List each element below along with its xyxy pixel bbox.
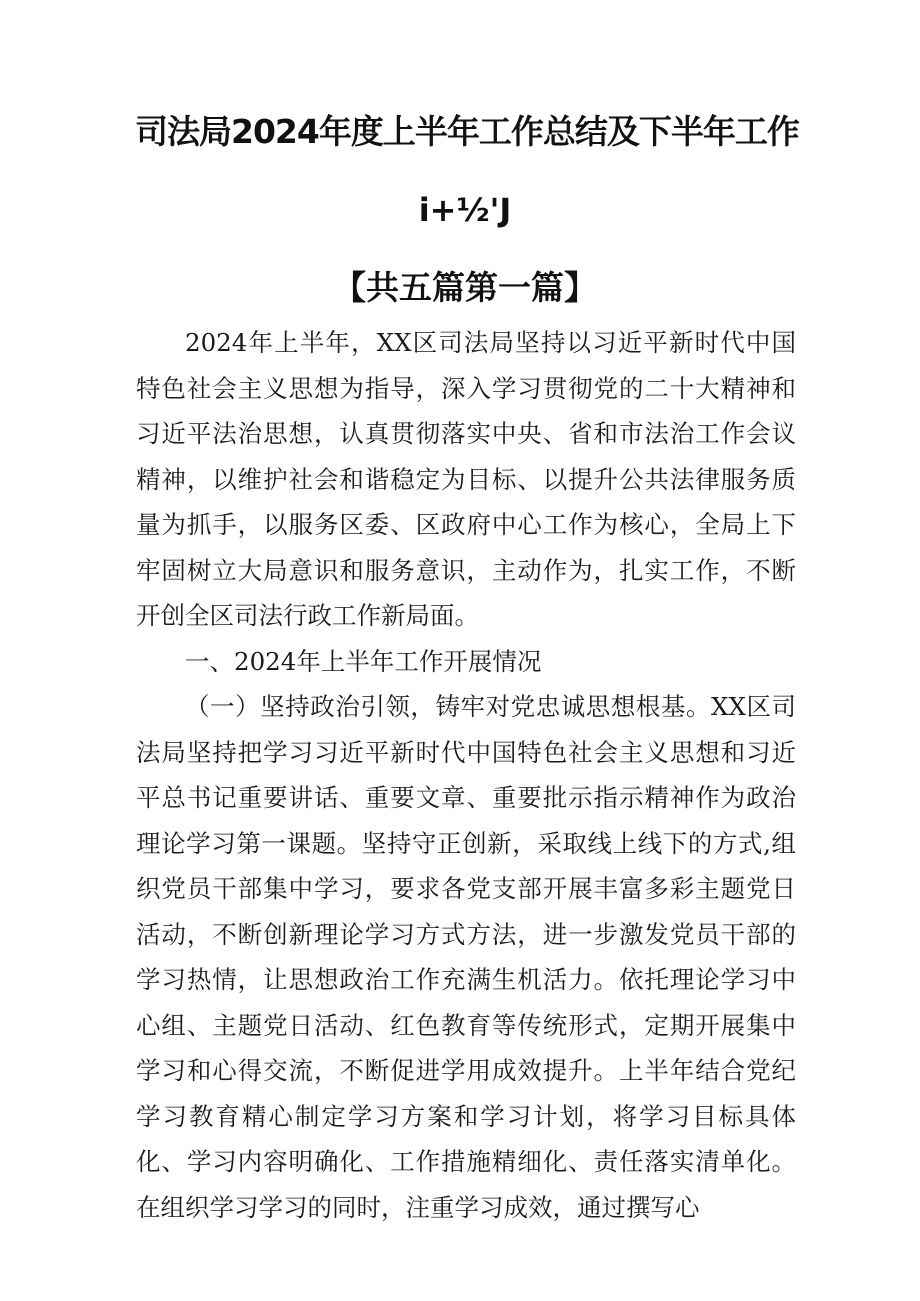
section-paragraph: （一）坚持政治引领，铸牢对党忠诚思想根基。XX区司法局坚持把学习习近平新时代中国特色社会主义思想和习近平总书记重要讲话、重要文章、重要批示指示精神作为政治理论学习第一课题。坚持守正创新，采取线上线下的方式,组织党员干部集中学习，要求各党支部开展丰富多彩主题党日活动，不断创新理论学习方式方法，进一步激发党员干部的学习热情，让思想政治工作充满生机活力。依托理论学习中心组、主题党日活动、红色教育等传统形式，定期开展集中学习和心得交流，不断促进学用成效提升。上半年结合党纪学习教育精心制定学习方案和学习计划，将学习目标具体化、学习内容明确化、工作措施精细化、责任落实清单化。在组织学习学习的同时，注重学习成效，通过撰写心 [136, 692, 796, 1222]
document-title-continuation: i+½'J [418, 191, 512, 229]
document-body [136, 320, 796, 1230]
section-heading: 一、2024年上半年工作开展情况 [185, 646, 542, 676]
document-title: 司法局2024年度上半年工作总结及下半年工作 [135, 112, 799, 151]
intro-paragraph: 2024年上半年，XX区司法局坚持以习近平新时代中国特色社会主义思想为指导，深入学习贯彻党的二十大精神和习近平法治思想，认真贯彻落实中央、省和市法治工作会议精神，以维护社会和谐稳定为目标、以提升公共法律服务质量为抓手，以服务区委、区政府中心工作为核心，全局上下牢固树立大局意识和服务意识，主动作为，扎实工作，不断开创全区司法行政工作新局面。 [136, 328, 796, 630]
document-subtitle: 【共五篇第一篇】 [333, 268, 597, 307]
